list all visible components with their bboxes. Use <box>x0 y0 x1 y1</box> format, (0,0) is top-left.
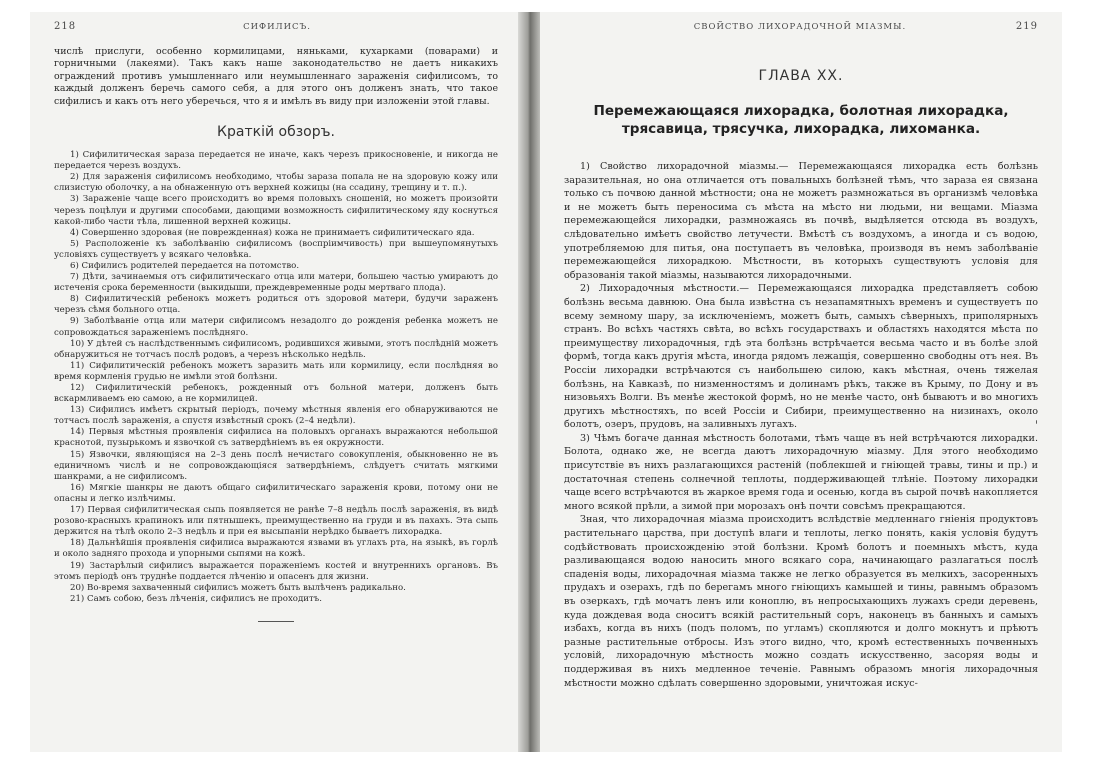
list-item: 14) Первыя мѣстныя проявленія сифилиса на половыхъ органахъ выражаются небольшой краснотой, пузырькомъ и язвочкой съ затвердѣніемъ въ ея окружности. <box>54 427 498 449</box>
list-item: 1) Сифилитическая зараза передается не иначе, какъ черезъ прикосновеніе, и никогда не передается черезъ воздухъ. <box>54 150 498 172</box>
list-item: 13) Сифилисъ имѣетъ скрытый періодъ, почему мѣстныя явленія его обнаруживаются не тотчасъ послѣ зараженія, а спустя извѣстный срокъ (2–4 недѣли). <box>54 405 498 427</box>
right-running-title: СВОЙСТВО ЛИХОРАДОЧНОЙ МІАЗМЫ. <box>693 22 907 32</box>
list-item: 21) Самъ собою, безъ лѣченія, сифилисъ не проходитъ. <box>70 593 322 604</box>
list-item: 16) Мягкіе шанкры не даютъ общаго сифилитическаго зараженія крови, потому они не опасны и легко излѣчимы. <box>54 482 498 504</box>
body-paragraph: 3) Чѣмъ богаче данная мѣстность болотами, тѣмъ чаще въ ней встрѣчаются лихорадки. Болота, однако же, не всегда даютъ лихорадочную міазму. Для этого необходимо присутствіе въ нихъ разлагающихся растеній (поблекшей и гніющей травы, тины и пр.) и достаточная степень солнечной теплоты, поддерживающей тлѣніе. Поэтому лихорадки чаще всего встрѣчаются въ жаркое время года и осенью, когда въ сырой почвѣ накопляется много всякой прѣли, а зимой при морозахъ онѣ почти совсѣмъ прекращаются. <box>564 432 1038 512</box>
list-item: 5) Расположеніе къ заболѣванію сифилисомъ (воспріимчивость) при вышеупомянутыхъ условіяхъ существуетъ у всякаго человѣка. <box>54 238 498 260</box>
chapter-title: Перемежающаяся лихорадка, болотная лихорадка, трясавица, трясучка, лихорадка, лихоманка. <box>593 103 1009 137</box>
list-item: 10) У дѣтей съ наслѣдственнымъ сифилисомъ, родившихся живыми, этотъ послѣдній можетъ обнаружиться не тотчасъ послѣ родовъ, а черезъ нѣсколько недѣль. <box>54 338 498 360</box>
section-title: Краткій обзоръ. <box>217 124 335 141</box>
body-paragraph: 2) Лихорадочныя мѣстности.— Перемежающаяся лихорадка представляетъ собою болѣзнь весьма давнюю. Она была извѣстна съ незапамятныхъ временъ и существуетъ по всему земному шару, за исключеніемъ, можетъ быть, самыхъ сѣверныхъ, приполярныхъ странъ. Во всѣхъ частяхъ свѣта, во всѣхъ государствахъ и областяхъ находятся мѣста по преимуществу лихорадочныя, гдѣ эта болѣзнь встрѣчается весьма часто и въ болѣе злой формѣ, тогда какъ другія мѣста, иногда рядомъ лежащія, совершенно свободны отъ нея. Въ Россіи лихорадки встрѣчаются съ наибольшею силою, какъ мѣстная, очень тяжелая болѣзнь, на Кавказѣ, по низменностямъ и долинамъ рѣкъ, также въ Крыму, по Дону и въ низовьяхъ Волги. Въ менѣе жестокой формѣ, но не менѣе часто, онѣ бываютъ и во многихъ другихъ мѣстностяхъ, по всей Россіи и Сибири, преимущественно на низинахъ, около болотъ, озеръ, прудовъ, на заливныхъ лугахъ. <box>564 283 1038 431</box>
list-item: 17) Первая сифилитическая сыпь появляется не ранѣе 7–8 недѣль послѣ зараженія, въ видѣ розово-красныхъ крапинокъ или пятнышекъ, преимущественно на груди и въ пахахъ. Эта сыпь держится на тѣлѣ около 2–3 недѣль и при ея высыпаніи нерѣдко бываетъ лихорадка. <box>54 505 498 538</box>
list-item: 12) Сифилитическій ребенокъ, рожденный отъ больной матери, долженъ быть вскармливаемъ ею самою, а не кормилицей. <box>54 383 498 405</box>
list-item: 4) Совершенно здоровая (не поврежденная) кожа не принимаетъ сифилитическаго яда. <box>70 227 475 238</box>
left-intro-paragraph: числѣ прислуги, особенно кормилицами, няньками, кухарками (поварами) и горничными (лакеями). Такъ какъ наше законодательство не даетъ никакихъ ограждений противъ умышленнаго или неумышленнаго зараженія сифилисомъ, то каждый долженъ беречь самого себя, а для этого онъ долженъ знать, что такое сифилисъ и какъ отъ него уберечься, что я и имѣлъ въ виду при изложеніи этой главы. <box>54 46 498 107</box>
book-gutter <box>518 12 540 752</box>
chapter-heading: ГЛАВА XX. <box>758 68 844 84</box>
list-item: 2) Для зараженія сифилисомъ необходимо, чтобы зараза попала не на здоровую кожу или слизистую оболочку, а на обнаженную отъ верхней кожицы (на ссадину, трещину и т. п.). <box>54 172 498 194</box>
left-head-spacer <box>478 20 498 34</box>
body-paragraph: Зная, что лихорадочная міазма происходитъ вслѣдствіе медленнаго гніенія продуктовъ растительнаго царства, при доступѣ влаги и теплоты, легко понять, какія условія будутъ содѣйствовать происхожденію этой болѣзни. Кромѣ болотъ и поемныхъ мѣстъ, куда разливающаяся водою наносить много всякаго сора, начинающаго разлагаться послѣ спаденія воды, лихорадочная міазма также не легко образуется въ мелкихъ, засоренныхъ прудахъ и озерахъ, гдѣ по берегамъ много гніющихъ камышей и тины, равнымъ образомъ въ озеркахъ, гдѣ мочатъ ленъ или коноплю, въ непросыхающихъ лужахъ среди деревень, куда дождевая вода сноситъ всякій растительный соръ, наконецъ въ банныхъ и самыхъ избахъ, когда въ нихъ (подъ поломъ, по угламъ) скопляются и долго мокнутъ и прѣютъ разные растительные отбросы. Изъ этого видно, что, кромѣ естественныхъ почвенныхъ условій, лихорадочную мѣстность можно создать искусственно, засоряя воды и поддерживая въ нихъ медленное теченіе. Равнымъ образомъ многія лихорадочныя мѣстности можно сдѣлать совершенно здоровыми, уничтожая искус- <box>564 514 1038 689</box>
end-rule-divider <box>258 621 294 622</box>
list-item: 7) Дѣти, зачинаемыя отъ сифилитическаго отца или матери, большею частью умираютъ до истеченія срока беременности (выкидыши, преждевременные роды мертваго плода). <box>54 272 498 294</box>
list-item: 6) Сифилисъ родителей передается на потомство. <box>70 260 300 271</box>
list-item: 18) Дальнѣйшія проявленія сифилиса выражаются язвами въ углахъ рта, на языкѣ, въ горлѣ и около задняго прохода и упорными сыпями на кожѣ. <box>54 538 498 560</box>
list-item: 3) Зараженіе чаще всего происходитъ во время половыхъ сношеній, но можетъ произойти черезъ поцѣлуи и другими способами, дающими возможность сифилитическому яду коснуться какой-либо части тѣла, лишенной верхней кожицы. <box>54 194 498 227</box>
left-running-head <box>54 20 498 34</box>
scan-speck <box>1036 420 1037 424</box>
right-running-head <box>564 20 1038 34</box>
list-item: 15) Язвочки, являющіяся на 2–3 день послѣ нечистаго совокупленія, обыкновенно не въ единичномъ числѣ и не сопровождающіяся затвердѣніемъ, слѣдуетъ считать мягкими шанкрами, а не сифилисомъ. <box>54 449 498 482</box>
list-item: 20) Во-время захваченный сифилисъ можетъ быть вылѣченъ радикально. <box>70 582 406 593</box>
right-page <box>540 12 1062 752</box>
left-page-number: 218 <box>54 21 77 32</box>
left-running-title: СИФИЛИСЪ. <box>243 22 311 32</box>
right-page-number: 219 <box>1015 21 1038 32</box>
right-head-spacer <box>564 20 584 34</box>
left-page <box>30 12 518 752</box>
list-item: 11) Сифилитическій ребенокъ можетъ заразить мать или кормилицу, если послѣдняя во время кормленія грудью не имѣли этой болѣзни. <box>54 360 498 382</box>
list-item: 19) Застарѣлый сифилисъ выражается пораженіемъ костей и внутреннихъ органовъ. Въ этомъ періодѣ онъ труднѣе поддается лѣченію и опасенъ для жизни. <box>54 560 498 582</box>
summary-list <box>54 150 498 605</box>
body-paragraph: 1) Свойство лихорадочной міазмы.— Перемежающаяся лихорадка есть болѣзнь заразительная, но она отличается отъ повальныхъ болѣзней тѣмъ, что зараза ея связана только съ почвою данной мѣстности; она не можетъ размножаться въ организмѣ человѣка и не можетъ быть переносима съ мѣста на мѣсто ни людьми, ни вещами. Міазма перемежающейся лихорадки, размножаясь въ почвѣ, выдѣляется отсюда въ воздухъ, слѣдовательно имѣетъ свойство летучести. Вмѣстѣ съ воздухомъ, а иногда и съ водою, употребляемою для питья, она поступаетъ въ человѣка, производя въ немъ заболѣваніе перемежающейся лихорадкою. Мѣстности, въ которыхъ существуютъ условія для образованія такой міазмы, называются лихорадочными. <box>564 161 1038 281</box>
list-item: 9) Заболѣваніе отца или матери сифилисомъ незадолго до рожденія ребенка можетъ не сопровождаться зараженіемъ послѣдняго. <box>54 316 498 338</box>
list-item: 8) Сифилитическій ребенокъ можетъ родиться отъ здоровой матери, будучи зараженъ черезъ сѣмя больного отца. <box>54 294 498 316</box>
